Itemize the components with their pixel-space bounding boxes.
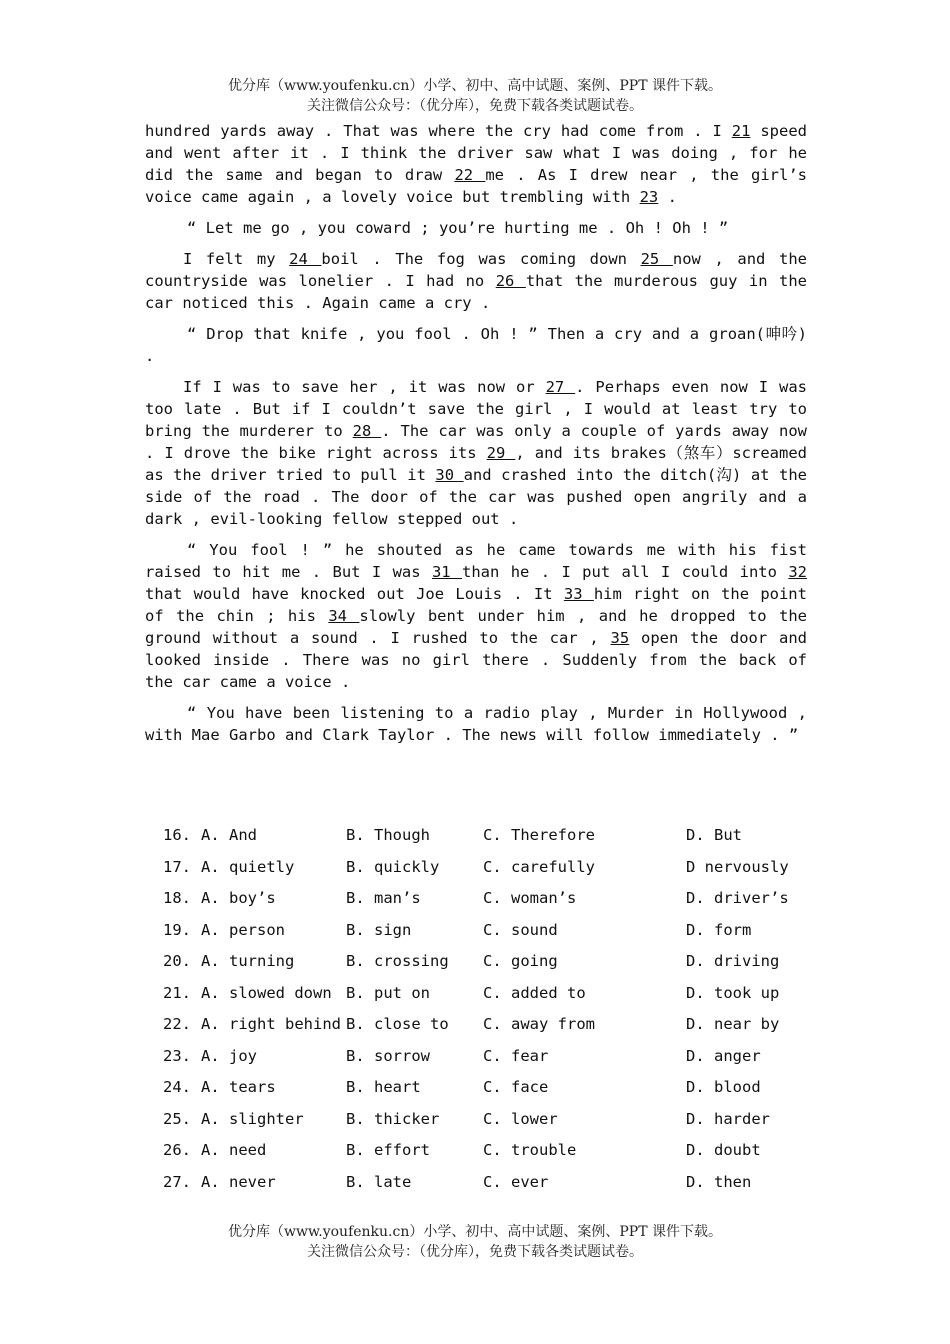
option-b: B. sign	[346, 920, 412, 939]
option-a: A. slowed down	[201, 983, 332, 1002]
option-b: B. quickly	[346, 857, 440, 876]
option-b: B. man’s	[346, 889, 421, 907]
question-number: 19.	[163, 920, 191, 939]
option-b: B. effort	[346, 1141, 430, 1159]
option-a: A. turning	[201, 952, 295, 970]
option-a: A. quietly	[201, 857, 295, 876]
option-d: D. But	[686, 826, 742, 844]
option-a: A. never	[201, 1172, 276, 1191]
option-b: B. thicker	[346, 1109, 440, 1128]
option-c: C. face	[483, 1078, 549, 1096]
question-number: 21.	[163, 983, 191, 1002]
blank-32: 32	[788, 563, 808, 581]
blank-28: 28	[352, 422, 382, 440]
option-b: B. sorrow	[346, 1046, 430, 1065]
option-d: D. anger	[686, 1046, 761, 1065]
question-number: 26.	[163, 1141, 191, 1159]
option-c: C. Therefore	[483, 826, 595, 844]
paragraph-2: “ Let me go , you coward ; you’re hurting me . Oh ! Oh ! ”	[187, 219, 729, 237]
option-c: C. lower	[483, 1109, 558, 1128]
option-d: D. driver’s	[686, 889, 789, 907]
blank-31: 31	[431, 563, 463, 581]
blank-25: 25	[640, 250, 673, 268]
option-c: C. going	[483, 952, 558, 970]
option-b: B. crossing	[346, 952, 449, 970]
footer-line-2: 关注微信公众号：（优分库），免费下载各类试题试卷。	[307, 1244, 643, 1260]
option-a: A. person	[201, 920, 285, 939]
option-c: C. woman’s	[483, 889, 577, 907]
option-d: D. blood	[686, 1078, 761, 1096]
page-footer	[0, 1222, 950, 1262]
option-c: C. sound	[483, 920, 558, 939]
option-d: D. harder	[686, 1109, 770, 1128]
header-line-2: 关注微信公众号：（优分库），免费下载各类试题试卷。	[307, 98, 643, 114]
option-a: A. joy	[201, 1046, 257, 1065]
option-b: B. put on	[346, 983, 430, 1002]
option-c: C. ever	[483, 1172, 549, 1191]
paragraph-1: hundred yards away . That was where the cry had come from . I 21 speed and went after it . I think the driver saw what I was doing , for he did the same and began to draw 22 me . As I drew near , the girl’s voice came again , a lovely voice but trembling with 23 .	[145, 122, 807, 206]
question-number: 24.	[163, 1078, 191, 1096]
question-number: 16.	[163, 826, 191, 844]
blank-30: 30	[435, 466, 464, 484]
question-number: 25.	[163, 1109, 191, 1128]
option-d: D. form	[686, 920, 752, 939]
option-d: D. took up	[686, 983, 780, 1002]
option-c: C. added to	[483, 983, 586, 1002]
option-b: B. close to	[346, 1015, 449, 1033]
question-number: 22.	[163, 1015, 191, 1033]
blank-24: 24	[289, 250, 322, 268]
option-b: B. heart	[346, 1078, 421, 1096]
blank-35: 35	[610, 629, 630, 647]
blank-29: 29	[486, 444, 516, 462]
paragraph-5: If I was to save her , it was now or 27 . Perhaps even now I was too late . But if I couldn’t save the girl , I would at least try to bring the murderer to 28 . The car was only a couple of yards away now . I drove the bike right across its 29 , and its brakes（煞车）screamed as the driver tried to pull it 30 and crashed into the ditch(沟) at the side of the road . The door of the car was pushed open angrily and a dark , evil-looking fellow stepped out .	[145, 378, 808, 528]
option-d: D nervously	[686, 857, 789, 876]
option-b: B. late	[346, 1172, 412, 1191]
paragraph-7: “ You have been listening to a radio play , Murder in Hollywood , with Mae Garbo and Clark Taylor . The news will follow immediately . ”	[145, 704, 807, 744]
page-header	[0, 76, 950, 116]
question-number: 17.	[163, 857, 191, 876]
option-d: D. driving	[686, 952, 780, 970]
option-b: B. Though	[346, 826, 430, 844]
option-d: D. then	[686, 1172, 752, 1191]
option-c: C. away from	[483, 1015, 595, 1033]
option-a: A. tears	[201, 1078, 276, 1096]
paragraph-3: I felt my 24 boil . The fog was coming down 25 now , and the countryside was lonelier . I had no 26 that the murderous guy in the car noticed this . Again came a cry .	[145, 250, 807, 312]
option-a: A. boy’s	[201, 889, 276, 907]
blank-21: 21	[731, 122, 751, 140]
option-a: A. slighter	[201, 1109, 304, 1128]
option-c: C. fear	[483, 1046, 549, 1065]
option-a: A. right behind	[201, 1015, 341, 1033]
question-number: 20.	[163, 952, 191, 970]
question-number: 27.	[163, 1172, 191, 1191]
option-d: D. near by	[686, 1015, 780, 1033]
paragraph-4: “ Drop that knife , you fool . Oh ! ” Then a cry and a groan(呻吟) .	[145, 325, 807, 365]
blank-34: 34	[328, 607, 360, 625]
option-a: A. And	[201, 826, 257, 844]
header-line-1: 优分库（www.youfenku.cn）小学、初中、高中试题、案例、PPT 课件下载。	[227, 78, 722, 94]
paragraph-6: “ You fool ! ” he shouted as he came towards me with his fist raised to hit me . But I was 31 than he . I put all I could into 32 that would have knocked out Joe Louis . It 33 him right on the point of the chin ; his 34 slowly bent under him , and he dropped to the ground without a sound . I rushed to the car , 35 open the door and looked inside . There was no girl there . Suddenly from the back of the car came a voice .	[145, 541, 808, 691]
option-a: A. need	[201, 1141, 267, 1159]
question-number: 23.	[163, 1046, 191, 1065]
blank-26: 26	[495, 272, 526, 290]
option-c: C. trouble	[483, 1141, 577, 1159]
passage	[145, 120, 807, 755]
question-number: 18.	[163, 889, 191, 907]
option-c: C. carefully	[483, 857, 595, 876]
blank-23: 23	[639, 188, 659, 206]
blank-22: 22	[454, 166, 486, 184]
footer-line-1: 优分库（www.youfenku.cn）小学、初中、高中试题、案例、PPT 课件下载。	[227, 1224, 722, 1240]
blank-33: 33	[563, 585, 594, 603]
blank-27: 27	[545, 378, 576, 396]
option-d: D. doubt	[686, 1141, 761, 1159]
